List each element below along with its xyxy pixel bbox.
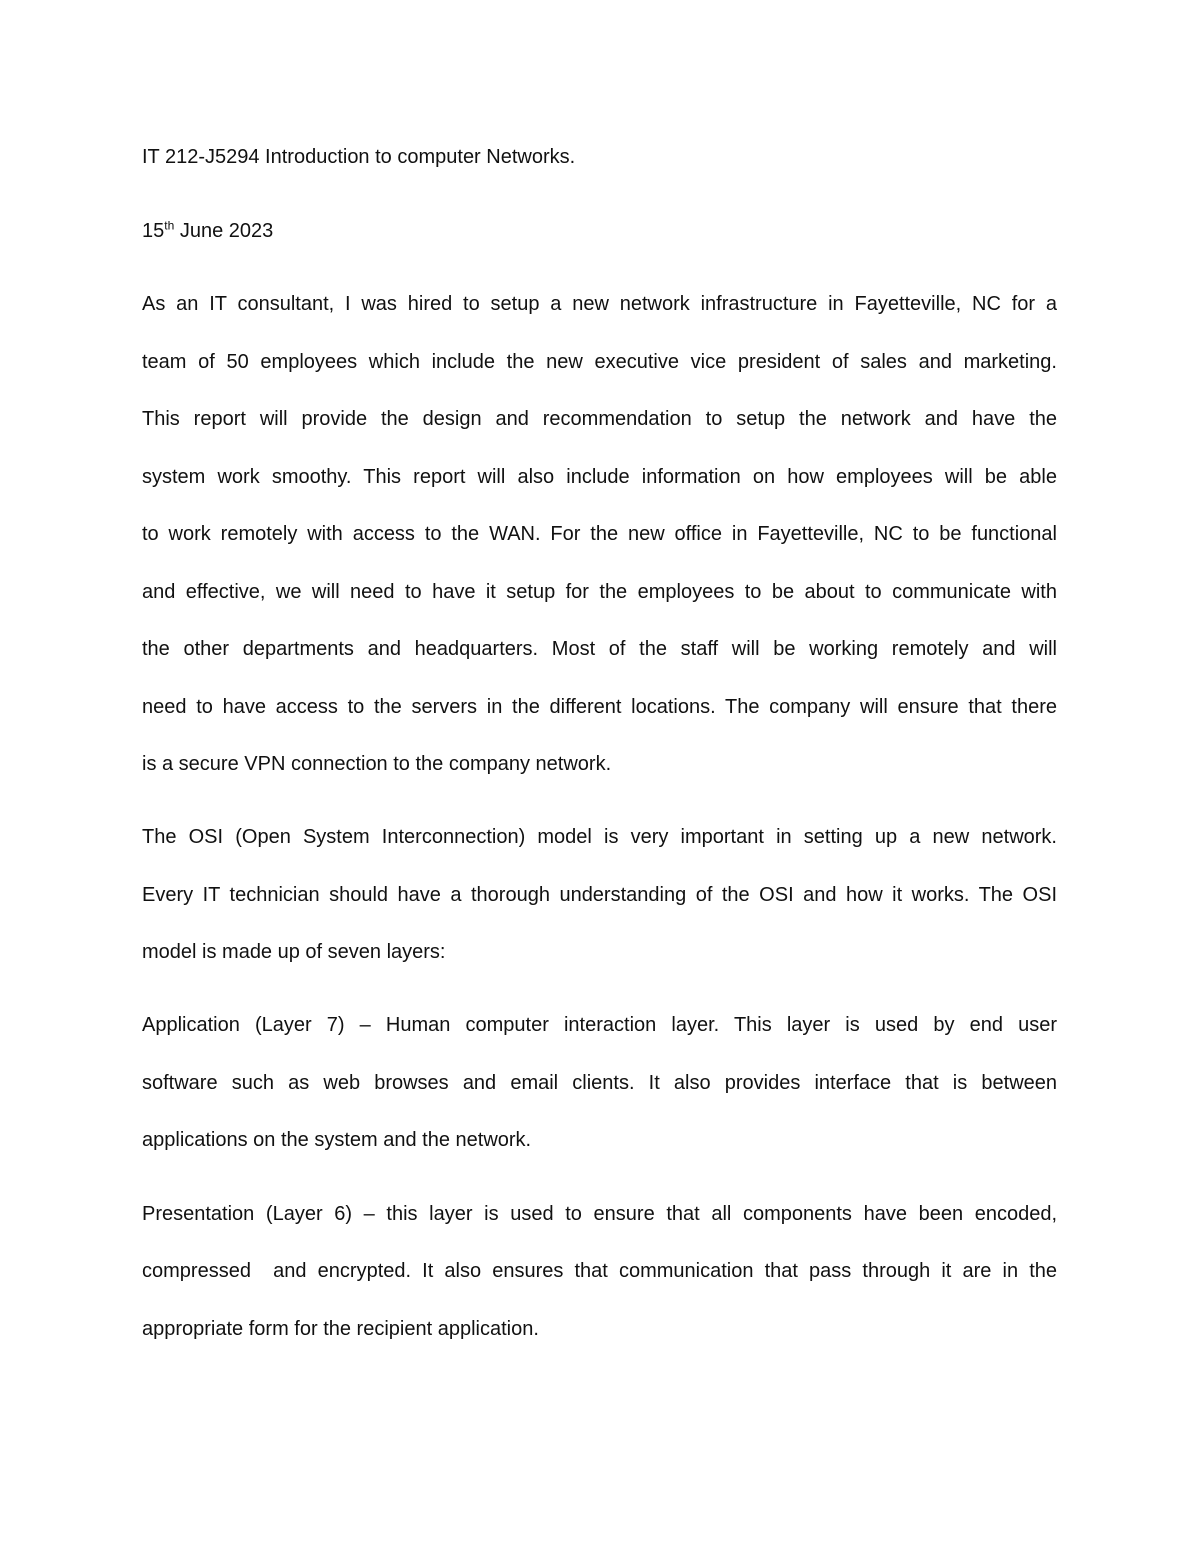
- date-suffix: th: [164, 218, 175, 233]
- paragraph-line: Presentation (Layer 6) – this layer is used to ensure that all components have been encoded,: [142, 1203, 1057, 1225]
- paragraph-line: team of 50 employees which include the new executive vice president of sales and marketing.: [142, 351, 1057, 373]
- paragraph-line: the other departments and headquarters. Most of the staff will be working remotely and will: [142, 638, 1057, 660]
- paragraph-line: This report will provide the design and recommendation to setup the network and have the: [142, 408, 1057, 430]
- paragraph-line: The OSI (Open System Interconnection) model is very important in setting up a new network.: [142, 826, 1057, 848]
- paragraph-line: Application (Layer 7) – Human computer interaction layer. This layer is used by end user: [142, 1014, 1057, 1036]
- paragraph-line: model is made up of seven layers:: [142, 941, 446, 963]
- paragraph-line: applications on the system and the network.: [142, 1129, 532, 1151]
- paragraph-line: appropriate form for the recipient application.: [142, 1318, 539, 1340]
- paragraph-line: As an IT consultant, I was hired to setup a new network infrastructure in Fayetteville, NC for a: [142, 293, 1057, 315]
- date-rest: June 2023: [174, 220, 274, 242]
- paragraph-line: to work remotely with access to the WAN. For the new office in Fayetteville, NC to be functional: [142, 523, 1057, 545]
- paragraph-line: need to have access to the servers in the different locations. The company will ensure that there: [142, 696, 1057, 718]
- date-day: 15: [142, 220, 165, 242]
- paragraph-line: and effective, we will need to have it setup for the employees to be about to communicate with: [142, 581, 1057, 603]
- course-title: IT 212-J5294 Introduction to computer Networks.: [142, 146, 576, 168]
- paragraph-line: system work smoothy. This report will also include information on how employees will be able: [142, 466, 1057, 488]
- document-date: [142, 219, 273, 243]
- paragraph-line: compressed and encrypted. It also ensures that communication that pass through it are in the: [142, 1260, 1057, 1282]
- paragraph-line: Every IT technician should have a thorough understanding of the OSI and how it works. The OSI: [142, 884, 1057, 906]
- paragraph-line: is a secure VPN connection to the company network.: [142, 753, 612, 775]
- paragraph-line: software such as web browses and email clients. It also provides interface that is between: [142, 1072, 1057, 1094]
